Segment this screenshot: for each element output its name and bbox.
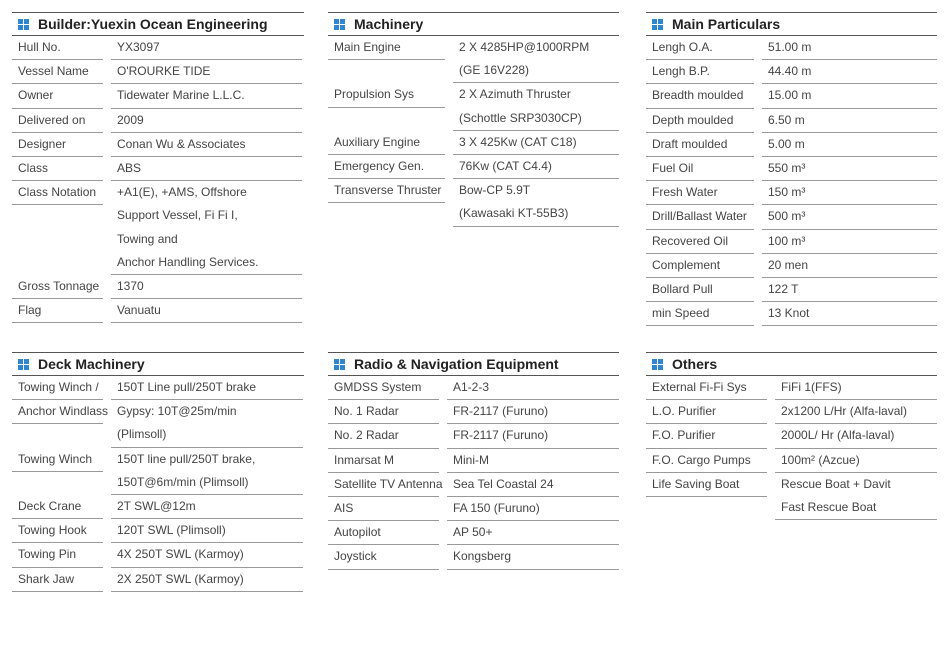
spec-label-text: Vessel Name — [18, 64, 89, 79]
spec-row — [646, 181, 937, 205]
spec-label-text: Drill/Ballast Water — [652, 209, 747, 224]
spec-row — [646, 109, 937, 133]
spec-value — [111, 84, 302, 108]
spec-value — [447, 545, 619, 569]
spec-label — [646, 302, 754, 326]
spec-value-line: ABS — [117, 160, 142, 175]
spec-label — [646, 449, 767, 473]
spec-value — [762, 36, 937, 60]
spec-label-text: Life Saving Boat — [652, 476, 740, 491]
spec-value-line: 550 m³ — [768, 160, 806, 175]
spec-label — [646, 473, 767, 497]
spec-value — [447, 424, 619, 448]
spec-value-line: FA 150 (Furuno) — [453, 500, 540, 515]
spec-label — [12, 299, 103, 323]
spec-value-line: 120T SWL (Plimsoll) — [117, 523, 226, 538]
spec-value — [111, 376, 303, 400]
spec-label — [328, 179, 445, 203]
spec-label-text: Gross Tonnage — [18, 278, 100, 293]
spec-value-line: Tidewater Marine L.L.C. — [117, 88, 245, 103]
spec-value-line: (GE 16V228) — [459, 63, 530, 78]
spec-label-text: min Speed — [652, 306, 710, 321]
spec-row — [646, 400, 937, 424]
spec-label — [646, 205, 754, 229]
spec-row — [646, 473, 937, 520]
spec-row — [328, 400, 619, 424]
spec-row — [328, 179, 619, 226]
spec-value — [775, 400, 937, 424]
spec-label-text: Propulsion Sys — [334, 87, 415, 102]
spec-value — [762, 278, 937, 302]
particulars-panel-header — [646, 12, 937, 36]
spec-row — [12, 109, 304, 133]
spec-row — [646, 230, 937, 254]
spec-value — [775, 376, 937, 400]
blue-squares-icon — [652, 19, 663, 30]
spec-value-line: FR-2117 (Furuno) — [453, 428, 549, 443]
spec-label — [646, 36, 754, 60]
spec-value-line: YX3097 — [117, 40, 160, 54]
machinery-panel — [328, 12, 619, 227]
spec-value-line: 15.00 m — [768, 88, 812, 103]
spec-value-line: 2009 — [117, 112, 144, 127]
spec-row — [328, 83, 619, 130]
spec-row — [646, 376, 937, 400]
spec-label-text: Joystick — [334, 549, 377, 564]
spec-label-text: Satellite TV Antenna — [334, 476, 443, 491]
spec-label-text: Inmarsat M — [334, 452, 395, 467]
spec-value-line: O'ROURKE TIDE — [117, 64, 211, 79]
spec-value-line: 2 X Azimuth Thruster — [459, 87, 571, 102]
spec-label-text: Class Notation — [18, 185, 97, 200]
blue-squares-icon — [652, 359, 663, 370]
spec-label — [12, 36, 103, 60]
spec-label-text: Shark Jaw — [18, 571, 75, 586]
spec-label-text: Towing Hook — [18, 523, 87, 538]
spec-row — [328, 131, 619, 155]
spec-label-text: AIS — [334, 500, 354, 515]
spec-label-text: Flag — [18, 303, 42, 318]
spec-row — [12, 36, 304, 60]
spec-label — [12, 84, 103, 108]
spec-value — [453, 83, 619, 130]
spec-row — [328, 155, 619, 179]
spec-value-line: 2T SWL@12m — [117, 498, 196, 513]
spec-row — [12, 60, 304, 84]
spec-label-text: Anchor Windlass — [18, 404, 109, 419]
spec-label — [328, 449, 439, 473]
spec-value — [447, 473, 619, 497]
spec-value — [762, 230, 937, 254]
spec-label — [12, 109, 103, 133]
spec-value — [111, 109, 302, 133]
spec-row — [328, 521, 619, 545]
blue-squares-icon — [18, 19, 29, 30]
spec-label-text: Towing Pin — [18, 547, 77, 562]
spec-label — [646, 400, 767, 424]
spec-value — [111, 299, 302, 323]
spec-row — [12, 157, 304, 181]
spec-value — [447, 497, 619, 521]
radio-panel-header — [328, 352, 619, 376]
spec-value — [111, 568, 303, 592]
spec-label — [12, 568, 103, 592]
spec-value-line: 122 T — [768, 281, 799, 296]
spec-label-text: Owner — [18, 88, 54, 103]
spec-value-line: 2x1200 L/Hr (Alfa-laval) — [781, 404, 908, 419]
spec-row — [646, 60, 937, 84]
spec-value-line: 6.50 m — [768, 112, 805, 127]
spec-label — [646, 424, 767, 448]
spec-value-line: 100m² (Azcue) — [781, 452, 860, 467]
spec-value-line: AP 50+ — [453, 525, 493, 540]
spec-row — [328, 473, 619, 497]
spec-label — [12, 275, 103, 299]
spec-value-line: Mini-M — [453, 452, 489, 467]
spec-value-line: FR-2117 (Furuno) — [453, 404, 549, 419]
spec-value — [762, 302, 937, 326]
spec-row — [646, 133, 937, 157]
spec-label — [328, 376, 439, 400]
spec-value — [111, 36, 302, 60]
spec-label-text: Hull No. — [18, 40, 61, 54]
spec-label-text: Transverse Thruster — [334, 183, 442, 198]
spec-label-text: Lengh O.A. — [652, 40, 713, 54]
spec-label — [328, 83, 445, 107]
spec-label — [12, 448, 103, 472]
spec-value — [453, 36, 619, 83]
spec-row — [12, 299, 304, 323]
spec-value-line: Fast Rescue Boat — [781, 499, 877, 514]
spec-label — [12, 376, 103, 400]
spec-value — [762, 181, 937, 205]
spec-value-line: 500 m³ — [768, 209, 806, 224]
spec-value — [111, 448, 303, 495]
spec-label-text: Complement — [652, 257, 721, 272]
spec-row — [328, 36, 619, 83]
spec-row — [646, 84, 937, 108]
blue-squares-icon — [334, 19, 345, 30]
spec-value — [775, 449, 937, 473]
spec-label — [646, 181, 754, 205]
spec-row — [12, 84, 304, 108]
spec-row — [646, 36, 937, 60]
spec-label — [328, 131, 445, 155]
deck-panel-header — [12, 352, 304, 376]
spec-value-line: Towing and — [117, 231, 178, 246]
spec-value — [453, 131, 619, 155]
spec-value — [447, 376, 619, 400]
spec-value-line: (Kawasaki KT-55B3) — [459, 206, 569, 221]
spec-value — [762, 84, 937, 108]
spec-value — [453, 155, 619, 179]
spec-label — [12, 133, 103, 157]
spec-value-line: (Plimsoll) — [117, 427, 167, 442]
spec-value-line: Sea Tel Coastal 24 — [453, 476, 554, 491]
spec-value — [762, 60, 937, 84]
spec-row — [12, 543, 304, 567]
spec-value-line: 150T line pull/250T brake, — [117, 451, 256, 466]
spec-label — [12, 519, 103, 543]
spec-label-text: Towing Winch / — [18, 380, 99, 394]
main-particulars-panel — [646, 12, 937, 326]
spec-value — [775, 424, 937, 448]
blue-squares-icon — [18, 359, 29, 370]
spec-value-line: 76Kw (CAT C4.4) — [459, 158, 552, 173]
spec-label-text: Emergency Gen. — [334, 158, 425, 173]
spec-label-text: F.O. Purifier — [652, 428, 716, 443]
spec-row — [646, 449, 937, 473]
spec-label — [328, 545, 439, 569]
spec-label — [646, 376, 767, 400]
spec-value — [762, 133, 937, 157]
spec-row — [12, 519, 304, 543]
spec-value — [762, 205, 937, 229]
spec-value-line: 2 X 4285HP@1000RPM — [459, 40, 590, 54]
spec-value-line: 5.00 m — [768, 136, 805, 151]
spec-value — [762, 254, 937, 278]
spec-row — [328, 449, 619, 473]
spec-label-text: GMDSS System — [334, 380, 422, 394]
spec-row — [12, 448, 304, 495]
spec-label-text: Recovered Oil — [652, 233, 729, 248]
spec-value — [111, 400, 303, 447]
spec-value-line: Support Vessel, Fi Fi I, — [117, 208, 238, 223]
spec-value-line: 13 Knot — [768, 306, 810, 321]
machinery-panel-title: Machinery — [354, 16, 424, 32]
spec-label — [646, 230, 754, 254]
spec-label — [646, 133, 754, 157]
spec-row — [12, 275, 304, 299]
spec-label-text: Lengh B.P. — [652, 64, 710, 79]
deck-panel-title: Deck Machinery — [38, 356, 145, 372]
spec-value-line: Bow-CP 5.9T — [459, 183, 531, 198]
spec-label-text: Draft moulded — [652, 136, 728, 151]
spec-value-line: 2X 250T SWL (Karmoy) — [117, 571, 244, 586]
spec-row — [12, 133, 304, 157]
spec-row — [328, 545, 619, 569]
spec-label — [328, 473, 443, 497]
spec-value — [447, 521, 619, 545]
spec-label-text: L.O. Purifier — [652, 404, 717, 419]
spec-value — [111, 133, 302, 157]
builder-panel — [12, 12, 304, 323]
spec-label-text: Fresh Water — [652, 185, 718, 200]
spec-value — [111, 181, 302, 275]
builder-panel-header — [12, 12, 304, 36]
radio-panel-title: Radio & Navigation Equipment — [354, 356, 559, 372]
spec-value-line: 3 X 425Kw (CAT C18) — [459, 134, 577, 149]
spec-label — [12, 495, 103, 519]
spec-row — [328, 376, 619, 400]
spec-value-line: FiFi 1(FFS) — [781, 380, 842, 394]
spec-label — [328, 497, 439, 521]
spec-row — [328, 497, 619, 521]
radio-navigation-panel — [328, 352, 619, 570]
spec-label — [12, 60, 103, 84]
spec-value-line: +A1(E), +AMS, Offshore — [117, 185, 247, 200]
spec-value — [111, 495, 303, 519]
spec-label-text: Delivered on — [18, 112, 86, 127]
spec-value-line: Anchor Handling Services. — [117, 254, 259, 269]
spec-row — [12, 181, 304, 275]
others-panel-header — [646, 352, 937, 376]
spec-value-line: Conan Wu & Associates — [117, 136, 246, 151]
spec-value-line: Kongsberg — [453, 549, 512, 564]
spec-value-line: 51.00 m — [768, 40, 812, 54]
spec-label-text: External Fi-Fi Sys — [652, 380, 747, 394]
spec-label — [12, 181, 103, 205]
spec-value — [447, 449, 619, 473]
spec-label-text: Towing Winch — [18, 451, 93, 466]
spec-row — [646, 278, 937, 302]
spec-label — [328, 155, 445, 179]
spec-row — [646, 205, 937, 229]
builder-panel-title: Builder:Yuexin Ocean Engineering — [38, 16, 268, 32]
spec-value-line: 100 m³ — [768, 233, 806, 248]
spec-value — [453, 179, 619, 226]
spec-value — [111, 543, 303, 567]
spec-label-text: Class — [18, 160, 49, 175]
spec-label — [646, 278, 754, 302]
blue-squares-icon — [334, 359, 345, 370]
spec-label — [328, 36, 445, 60]
spec-value-line: 4X 250T SWL (Karmoy) — [117, 547, 244, 562]
spec-value — [111, 60, 302, 84]
spec-value-line: A1-2-3 — [453, 380, 490, 394]
spec-label-text: No. 1 Radar — [334, 404, 399, 419]
spec-value — [111, 157, 302, 181]
spec-value — [111, 275, 302, 299]
spec-label-text: Deck Crane — [18, 498, 82, 513]
spec-value-line: 150T Line pull/250T brake — [117, 380, 256, 394]
spec-label — [12, 400, 109, 424]
spec-label-text: Breadth moulded — [652, 88, 744, 103]
spec-label — [646, 84, 754, 108]
machinery-panel-header — [328, 12, 619, 36]
spec-value-line: Rescue Boat + Davit — [781, 476, 891, 491]
spec-value-line: 2000L/ Hr (Alfa-laval) — [781, 428, 895, 443]
deck-machinery-panel — [12, 352, 304, 592]
spec-label-text: Fuel Oil — [652, 160, 694, 175]
spec-row — [12, 400, 304, 447]
spec-value-line: 44.40 m — [768, 64, 812, 79]
spec-label-text: F.O. Cargo Pumps — [652, 452, 751, 467]
spec-row — [646, 424, 937, 448]
spec-value-line: 150T@6m/min (Plimsoll) — [117, 474, 249, 489]
spec-label-text: Auxiliary Engine — [334, 134, 421, 149]
spec-label — [646, 109, 754, 133]
spec-value — [447, 400, 619, 424]
spec-label-text: Designer — [18, 136, 67, 151]
spec-row — [646, 254, 937, 278]
spec-row — [12, 495, 304, 519]
spec-value-line: Gypsy: 10T@25m/min — [117, 404, 237, 419]
spec-value-line: Vanuatu — [117, 303, 161, 318]
spec-label — [12, 157, 103, 181]
spec-row — [646, 302, 937, 326]
spec-label — [646, 254, 754, 278]
spec-label — [328, 424, 439, 448]
spec-value — [111, 519, 303, 543]
spec-label — [646, 60, 754, 84]
spec-label-text: Depth moulded — [652, 112, 734, 127]
spec-label — [646, 157, 754, 181]
spec-row — [12, 376, 304, 400]
spec-row — [12, 568, 304, 592]
spec-value — [762, 157, 937, 181]
spec-value-line: 1370 — [117, 278, 144, 293]
spec-value-line: (Schottle SRP3030CP) — [459, 110, 582, 125]
particulars-panel-title: Main Particulars — [672, 16, 781, 32]
others-panel-title: Others — [672, 356, 718, 372]
spec-label — [12, 543, 103, 567]
spec-value-line: 150 m³ — [768, 185, 806, 200]
spec-value — [775, 473, 937, 520]
others-panel — [646, 352, 937, 520]
spec-label-text: Bollard Pull — [652, 281, 713, 296]
spec-label-text: No. 2 Radar — [334, 428, 399, 443]
spec-value — [762, 109, 937, 133]
spec-label — [328, 521, 439, 545]
spec-value-line: 20 men — [768, 257, 809, 272]
spec-row — [328, 424, 619, 448]
spec-label — [328, 400, 439, 424]
spec-label-text: Autopilot — [334, 525, 381, 540]
spec-row — [646, 157, 937, 181]
spec-label-text: Main Engine — [334, 40, 401, 54]
